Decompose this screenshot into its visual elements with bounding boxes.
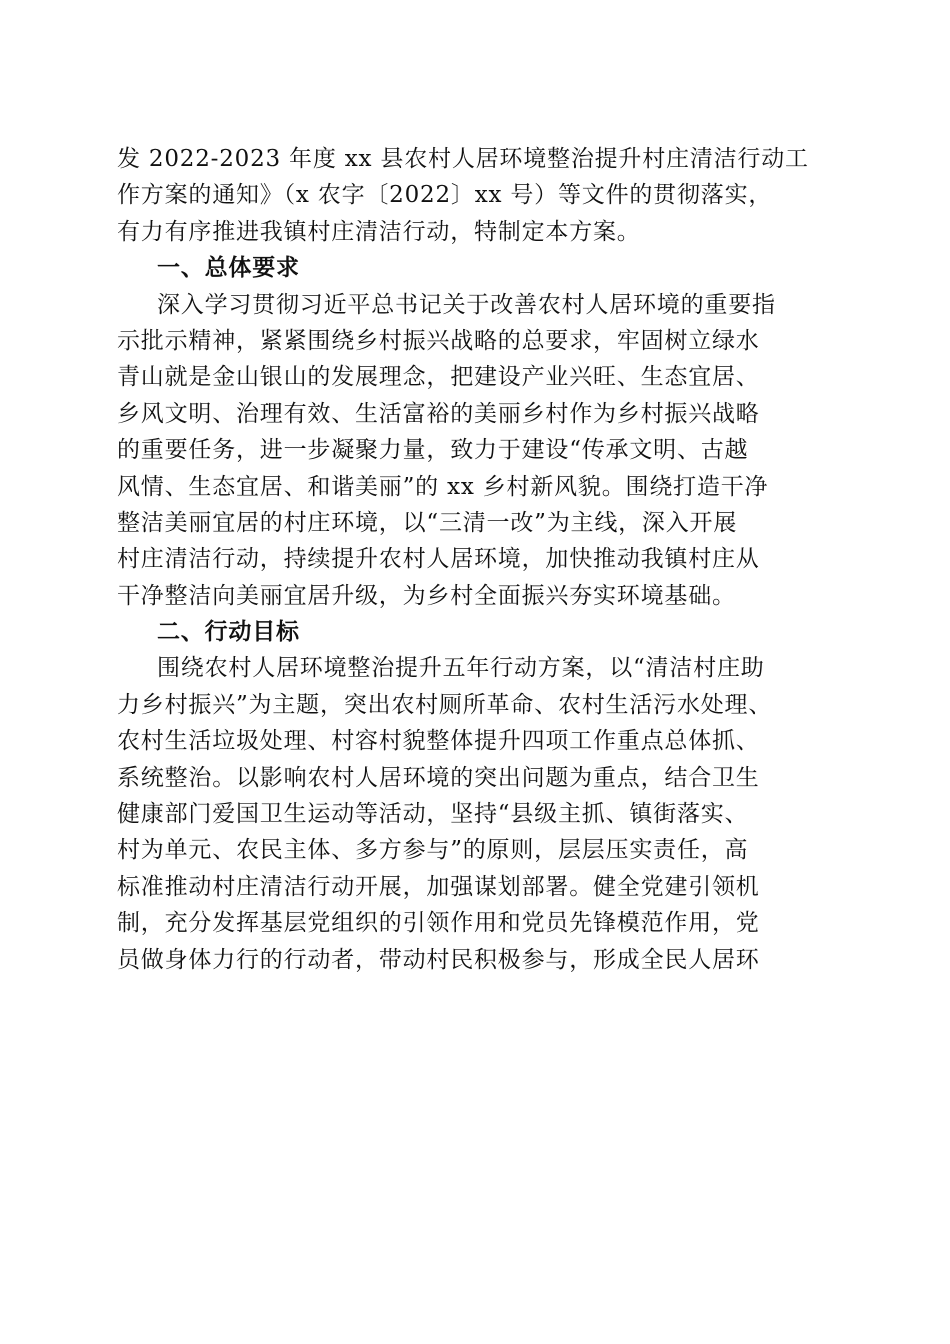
paragraph-line: 的重要任务，进一步凝聚力量，致力于建设“传承文明、古越 (117, 437, 749, 464)
paragraph-line: 围绕农村人居环境整治提升五年行动方案，以“清洁村庄助 (157, 655, 765, 682)
paragraph-line: 制，充分发挥基层党组织的引领作用和党员先锋模范作用，党 (117, 910, 760, 937)
paragraph-line: 村庄清洁行动，持续提升农村人居环境，加快推动我镇村庄从 (117, 546, 760, 573)
intro-line: 作方案的通知》（x 农字〔2022〕xx 号）等文件的贯彻落实， (117, 182, 773, 209)
paragraph-line: 员做身体力行的行动者，带动村民积极参与，形成全民人居环 (117, 946, 760, 973)
paragraph-line: 农村生活垃圾处理、村容村貌整体提升四项工作重点总体抓、 (117, 728, 760, 755)
paragraph-line: 健康部门爱国卫生运动等活动，坚持“县级主抓、镇街落实、 (117, 801, 749, 828)
paragraph-line: 力乡村振兴”为主题，突出农村厕所革命、农村生活污水处理、 (117, 691, 773, 718)
paragraph-line: 深入学习贯彻习近平总书记关于改善农村人居环境的重要指 (157, 291, 776, 318)
paragraph-line: 风情、生态宜居、和谐美丽”的 xx 乡村新风貌。围绕打造干净 (117, 473, 769, 500)
document-body (117, 141, 837, 978)
paragraph-line: 乡风文明、治理有效、生活富裕的美丽乡村作为乡村振兴战略 (117, 400, 760, 427)
paragraph-line: 示批示精神，紧紧围绕乡村振兴战略的总要求，牢固树立绿水 (117, 327, 760, 354)
paragraph-line: 系统整治。以影响农村人居环境的突出问题为重点，结合卫生 (117, 764, 760, 791)
intro-line: 发 2022-2023 年度 xx 县农村人居环境整治提升村庄清洁行动工 (117, 146, 809, 172)
section-heading-overall-requirements: 一、总体要求 (157, 255, 300, 282)
paragraph-line: 青山就是金山银山的发展理念，把建设产业兴旺、生态宜居、 (117, 364, 760, 391)
section-heading-action-goals: 二、行动目标 (157, 619, 300, 646)
paragraph-line: 村为单元、农民主体、多方参与”的原则，层层压实责任，高 (117, 837, 749, 864)
intro-line: 有力有序推进我镇村庄清洁行动，特制定本方案。 (117, 218, 641, 245)
paragraph-line: 标准推动村庄清洁行动开展，加强谋划部署。健全党建引领机 (117, 873, 760, 900)
paragraph-line: 整洁美丽宜居的村庄环境，以“三清一改”为主线，深入开展 (117, 509, 738, 536)
paragraph-line: 干净整洁向美丽宜居升级，为乡村全面振兴夯实环境基础。 (117, 582, 736, 609)
